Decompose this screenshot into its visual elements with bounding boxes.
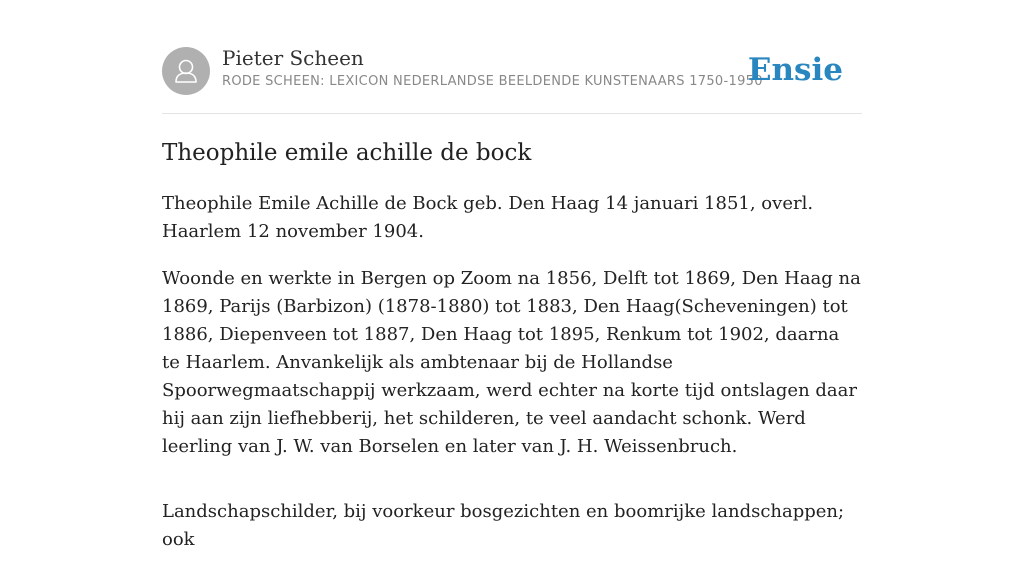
ensie-logo[interactable]: Ensie <box>747 52 843 88</box>
paragraph-biography: Woonde en werkte in Bergen op Zoom na 1856, Delft tot 1869, Den Haag na 1869, Parijs (Barbizon) (1878-1880) tot 1883, Den Haag(Scheveningen) tot 1886, Diepenveen tot 1887, Den Haag tot 1895, Renkum tot 1902, daarna te Haarlem. Anvankelijk als ambtenaar bij de Hollandse Spoorwegmaatschappij werkzaam, werd echter na korte tijd ontslagen daar hij aan zijn liefhebberij, het schilderen, te veel aandacht schonk. Werd leerling van J. W. van Borselen en later van J. H. Weissenbruch. <box>162 268 861 457</box>
article-header <box>162 46 862 96</box>
article-body <box>162 190 862 573</box>
source-lexicon[interactable]: RODE SCHEEN: LEXICON NEDERLANDSE BEELDENDE KUNSTENAARS 1750-1950 <box>222 74 763 89</box>
author-name[interactable]: Pieter Scheen <box>222 46 364 70</box>
user-avatar-icon[interactable] <box>162 47 210 95</box>
article-title: Theophile emile achille de bock <box>162 140 532 166</box>
person-outline-icon <box>162 47 210 95</box>
header-divider <box>162 113 862 114</box>
paragraph-work: Landschapschilder, bij voorkeur bosgezichten en boomrijke landschappen; ook <box>162 501 845 550</box>
paragraph-birth-death: Theophile Emile Achille de Bock geb. Den Haag 14 januari 1851, overl. Haarlem 12 november 1904. <box>162 193 814 242</box>
